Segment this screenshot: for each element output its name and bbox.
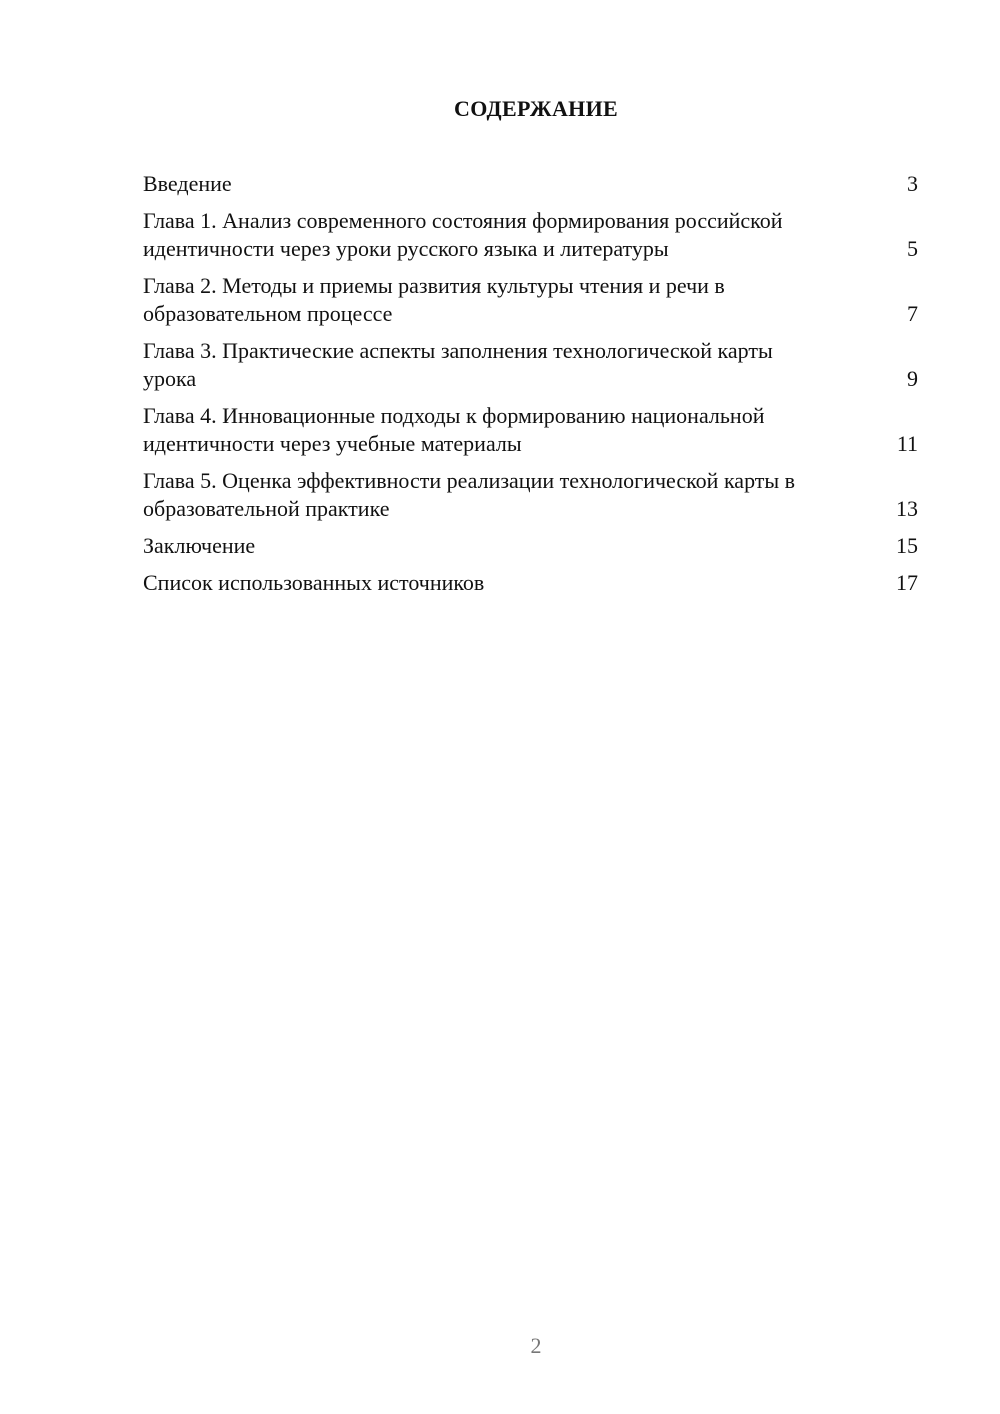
toc-entry-page: 13 bbox=[896, 496, 918, 521]
toc-entry-page: 3 bbox=[907, 171, 918, 196]
toc-entry-text: Список использованных источников bbox=[143, 570, 485, 595]
toc-entry-chapter-1[interactable] bbox=[143, 207, 918, 263]
toc-entry-text: Глава 5. Оценка эффективности реализации технологической карты в образовательной практике bbox=[143, 468, 796, 521]
toc-entry-page: 15 bbox=[896, 533, 918, 558]
toc-entry-text: Глава 2. Методы и приемы развития культуры чтения и речи в образовательном процессе bbox=[143, 273, 725, 326]
toc-entry-text: Глава 4. Инновационные подходы к формированию национальной идентичности через учебные материалы bbox=[143, 403, 765, 456]
toc-entry-chapter-4[interactable] bbox=[143, 402, 918, 458]
toc-entry-introduction[interactable] bbox=[143, 170, 918, 198]
toc-entry-page: 7 bbox=[907, 301, 918, 326]
toc-entry-text: Глава 1. Анализ современного состояния формирования российской идентичности через уроки русского языка и литературы bbox=[143, 208, 783, 261]
toc-entry-text: Глава 3. Практические аспекты заполнения технологической карты урока bbox=[143, 338, 773, 391]
toc-entry-chapter-5[interactable] bbox=[143, 467, 918, 523]
toc-entry-chapter-2[interactable] bbox=[143, 272, 918, 328]
toc-title: СОДЕРЖАНИЕ bbox=[454, 96, 618, 121]
toc-entry-page: 17 bbox=[896, 570, 918, 595]
toc-entry-conclusion[interactable] bbox=[143, 532, 918, 560]
toc-entry-page: 5 bbox=[907, 236, 918, 261]
toc-entry-page: 11 bbox=[896, 431, 918, 456]
toc-entry-text: Введение bbox=[143, 171, 232, 196]
toc-entry-chapter-3[interactable] bbox=[143, 337, 918, 393]
toc-entry-references[interactable] bbox=[143, 569, 918, 597]
toc-entry-text: Заключение bbox=[143, 533, 256, 558]
page-number: 2 bbox=[530, 1333, 542, 1358]
toc-list bbox=[143, 170, 918, 606]
toc-entry-page: 9 bbox=[907, 366, 918, 391]
